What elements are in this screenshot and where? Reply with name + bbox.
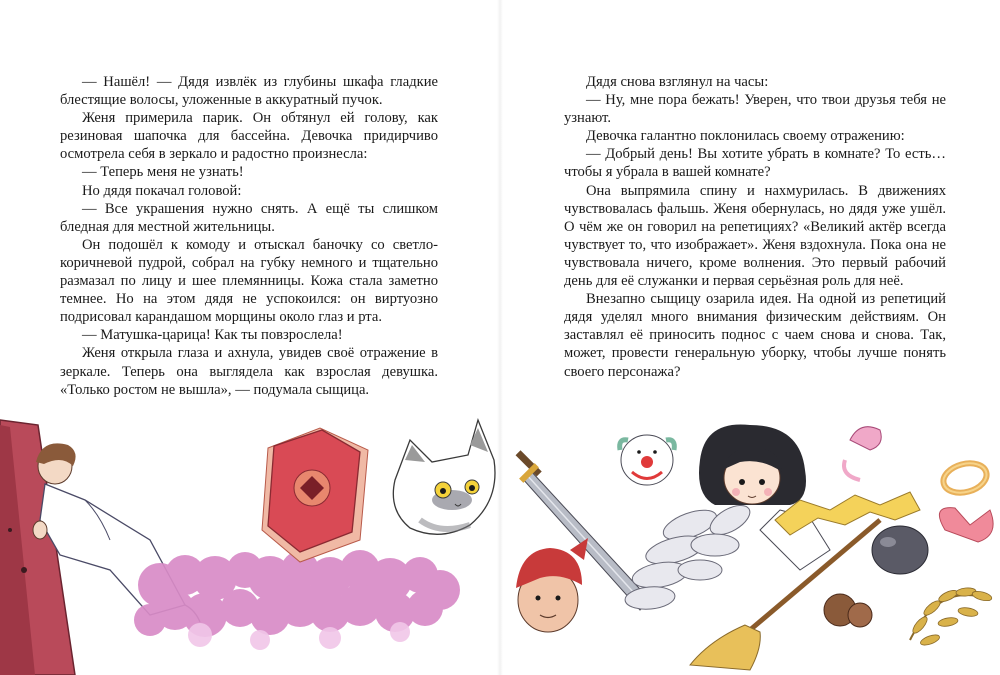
right-illustration [500,400,1000,675]
paragraph: — Добрый день! Вы хотите убрать в комнате? То есть… чтобы я убрала в вашей комнате? [564,146,946,181]
paragraph: — Матушка-царица! Как ты повзрослела! [82,327,343,344]
paragraph: Она выпрямила спину и нахмурилась. В движениях чувствовалась фальшь. Женя обернулась, но дядя уже ушёл. О чём же он говорил на репетициях? «Великий актёр всегда чувствует то, что изображает». Женя вздохнула. Пока она не чувствовала ничего, кроме волнения. Это первый рабочий день для её служанки и первая серьёзная роль для неё. [564,182,946,290]
paragraph: Дядя снова взглянул на часы: [586,74,769,90]
paragraph: — Нашёл! — Дядя извлёк из глубины шкафа гладкие блестящие волосы, уложенные в аккуратный пучок. [60,74,438,109]
clown-mask-icon [620,435,675,485]
paragraph: Но дядя покачал головой: [82,182,242,199]
grey-cat-icon [393,420,495,534]
left-illustration [0,400,500,675]
helmet-icon [872,526,928,574]
laurel-wreath-icon [910,587,993,647]
paragraph: Внезапно сыщицу озарила идея. На одной из репетиций дядя уделял много внимания физическим действиям. Он заставлял её приносить поднос с чаем снова и снова. Так, может, провести генеральную уборку, чтобы лучше понять своего персонажа? [564,291,946,380]
paragraph: — Все украшения нужно снять. А ещё ты слишком бледная для местной жительницы. [60,200,438,235]
paragraph: Женя открыла глаза и ахнула, увидев своё отражение в зеркале. Теперь она выглядела как взрослая девушка. «Только ростом не вышла», — подумала сыщица. [60,345,438,398]
paragraph: Он подошёл к комоду и отыскал баночку со светло-коричневой пудрой, собрал на губку немного и тщательно размазал по лицу и шее племянницы. Кожа стала заметно темнее. Но на этом дядя не успокоился: он виртуозно подрисовал карандашом морщины около глаз и рта. [60,236,438,326]
red-hexagon-shield-icon [262,428,368,562]
paragraph: Девочка галантно поклонилась своему отражению: [586,128,905,145]
paragraph: Женя примерила парик. Он обтянул ей голову, как резиновая шапочка для бассейна. Девочка придирчиво осмотрела себя в зеркало и радостно произнесла: [60,110,438,163]
left-text-block [60,73,438,399]
coconut-icon [824,594,872,627]
right-page [500,0,1000,675]
bow-icon [844,427,993,542]
paragraph: — Ну, мне пора бежать! Уверен, что твои друзья тебя не узнают. [564,92,946,127]
paragraph: — Теперь меня не узнать! [82,164,244,181]
pirate-head-icon [516,538,588,632]
right-text-block [564,73,946,381]
pink-powder-cloud-icon [134,550,460,650]
ring-icon [940,459,990,497]
